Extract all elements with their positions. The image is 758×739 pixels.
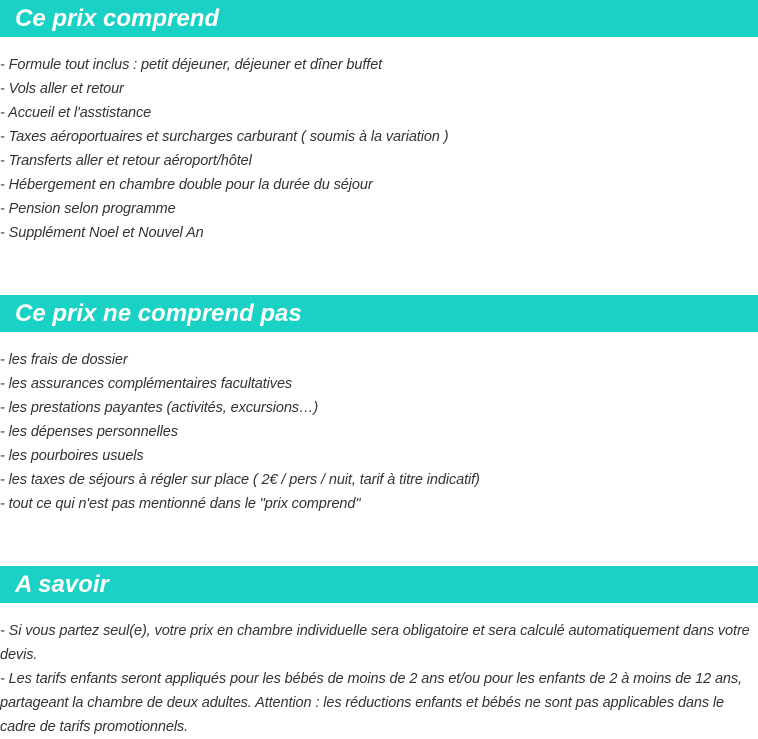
section-title-included: Ce prix comprend	[0, 0, 758, 37]
list-item: - Formule tout inclus : petit déjeuner, déjeuner et dîner buffet	[0, 57, 383, 73]
list-item: - les taxes de séjours à régler sur place ( 2€ / pers / nuit, tarif à titre indicatif)	[0, 472, 480, 488]
info-text	[0, 619, 752, 739]
list-item: - les pourboires usuels	[0, 448, 144, 464]
list-item: - Taxes aéroportuaires et surcharges carburant ( soumis à la variation )	[0, 129, 449, 145]
included-list	[0, 53, 758, 245]
list-item: - Supplément Noel et Nouvel An	[0, 225, 204, 241]
list-item: - Hébergement en chambre double pour la durée du séjour	[0, 177, 373, 193]
list-item: - Accueil et l'asstistance	[0, 105, 152, 121]
list-item: - les assurances complémentaires facultatives	[0, 376, 293, 392]
list-item: - tout ce qui n'est pas mentionné dans le "prix comprend"	[0, 496, 361, 512]
list-item: - les dépenses personnelles	[0, 424, 178, 440]
list-item: - les frais de dossier	[0, 352, 128, 368]
list-item: - Vols aller et retour	[0, 81, 124, 97]
list-item: - Transferts aller et retour aéroport/hôtel	[0, 153, 252, 169]
info-paragraph: - Les tarifs enfants seront appliqués pour les bébés de moins de 2 ans et/ou pour les enfants de 2 à moins de 12 ans, partageant la chambre de deux adultes. Attention : les réductions enfants et bébés ne sont pas applicables dans le cadre de tarifs promotionnels.	[0, 671, 742, 735]
info-paragraph: - Si vous partez seul(e), votre prix en chambre individuelle sera obligatoire et sera calculé automatiquement dans votre devis.	[0, 623, 750, 663]
list-item: - Pension selon programme	[0, 201, 176, 217]
list-item: - les prestations payantes (activités, excursions…)	[0, 400, 319, 416]
section-title-excluded: Ce prix ne comprend pas	[0, 295, 758, 332]
section-title-info: A savoir	[0, 566, 758, 603]
excluded-list	[0, 348, 758, 516]
